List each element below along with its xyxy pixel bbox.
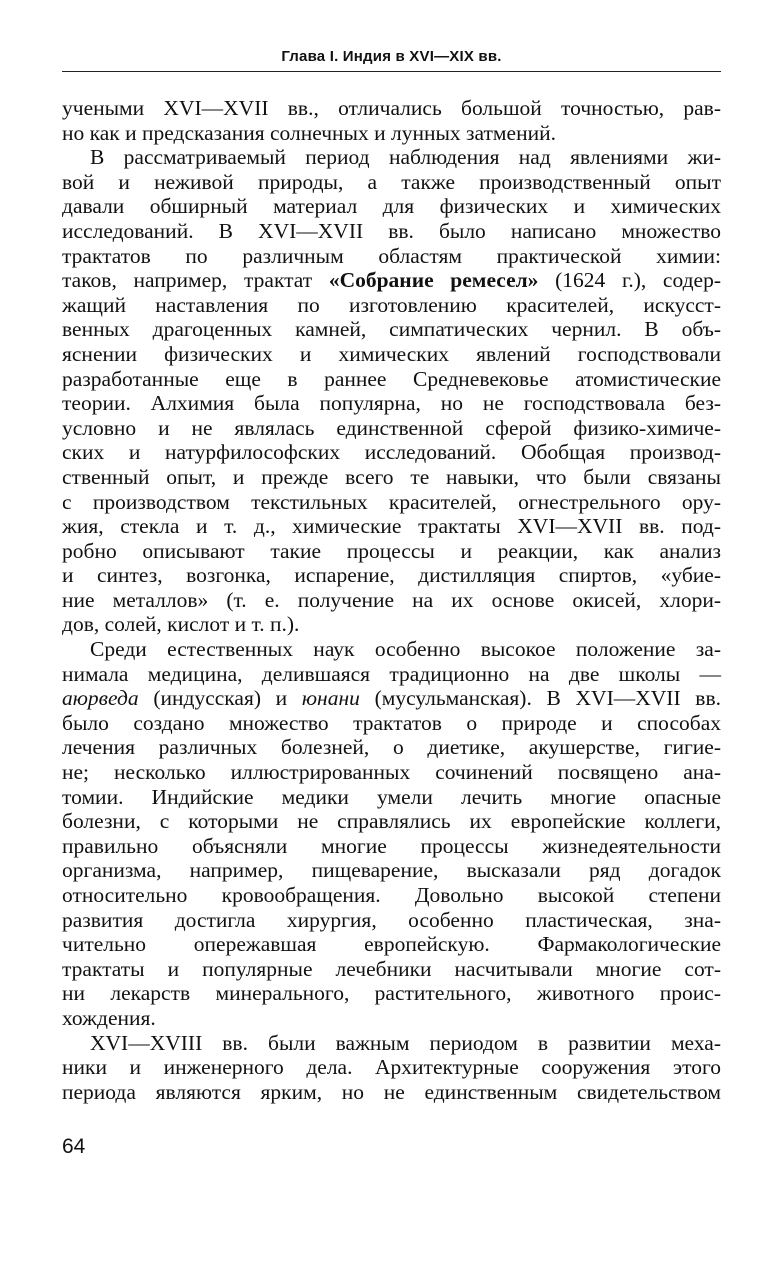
text-line: ственный опыт, и прежде всего те навыки, что были связаны xyxy=(62,464,721,489)
text-line: яснении физических и химических явлений господствовали xyxy=(62,341,721,366)
text-line: с производством текстильных красителей, огнестрельного ору- xyxy=(62,489,721,514)
school-name: аюрведа xyxy=(62,686,139,711)
text-line: было создано множество трактатов о природе и способах xyxy=(62,710,721,735)
text-line: жия, стекла и т. д., химические трактаты XVI—XVII вв. под- xyxy=(62,514,721,539)
running-head: Глава I. Индия в XVI—XIX вв. xyxy=(281,48,502,65)
text-line: правильно объясняли многие процессы жизнедеятельности xyxy=(62,833,721,858)
text-line xyxy=(62,686,721,711)
text-line: давали обширный материал для физических и химических xyxy=(62,194,721,219)
text-line: вой и неживой природы, а также производственный опыт xyxy=(62,169,721,194)
text-line: хождения. xyxy=(62,1005,156,1030)
text-line: дов, солей, кислот и т. п.). xyxy=(62,612,300,637)
text-line: периода являются ярким, но не единственным свидетельством xyxy=(62,1079,721,1104)
text-line: томии. Индийские медики умели лечить многие опасные xyxy=(62,784,721,809)
text-line: и синтез, возгонка, испарение, дистилляция спиртов, «убие- xyxy=(62,563,721,588)
text-line: исследований. В XVI—XVII вв. было написано множество xyxy=(62,218,721,243)
text-fragment: (индусская) и xyxy=(138,686,302,711)
page-number: 64 xyxy=(62,1135,86,1158)
text-line: болезни, с которыми не справлялись их европейские коллеги, xyxy=(62,809,721,834)
text-line: организма, например, пищеварение, высказали ряд догадок xyxy=(62,858,721,883)
text-line: трактатов по различным областям практической химии: xyxy=(62,243,721,268)
text-line: учеными XVI—XVII вв., отличались большой точностью, рав- xyxy=(62,96,721,120)
text-line: робно описывают такие процессы и реакции, как анализ xyxy=(62,538,721,563)
text-line: чительно опережавшая европейскую. Фармакологические xyxy=(62,932,721,957)
text-line: венных драгоценных камней, симпатических чернил. В объ- xyxy=(62,317,721,342)
text-line: разработанные еще в раннее Средневековье атомистические xyxy=(62,366,721,391)
text-line: трактаты и популярные лечебники насчитывали многие сот- xyxy=(62,956,721,981)
treatise-title: «Собрание ремесел» xyxy=(328,268,539,293)
text-fragment: (мусульманская). В XVI—XVII вв. xyxy=(359,686,721,711)
paragraph xyxy=(62,637,721,1031)
paragraph xyxy=(62,1031,721,1105)
text-line: относительно кровообращения. Довольно высокой степени xyxy=(62,883,721,907)
text-line: теории. Алхимия была популярна, но не господствовала без- xyxy=(62,391,721,416)
text-line: лечения различных болезней, о диетике, акушерстве, гигие- xyxy=(62,735,721,760)
text-line: жащий наставления по изготовлению красителей, искусст- xyxy=(62,292,721,317)
school-name: юнани xyxy=(301,686,360,711)
paragraph xyxy=(62,96,721,145)
text-line: но как и предсказания солнечных и лунных затмений. xyxy=(62,120,556,145)
body-text xyxy=(62,96,721,1104)
text-line xyxy=(62,268,721,293)
text-line: XVI—XVIII вв. были важным периодом в развитии меха- xyxy=(90,1030,721,1055)
text-fragment: (1624 г.), содер- xyxy=(538,268,721,293)
header-rule xyxy=(62,71,721,72)
text-line: В рассматриваемый период наблюдения над явлениями жи- xyxy=(90,145,721,170)
text-line: условно и не являлась единственной сферой физико-химиче- xyxy=(62,415,721,440)
text-line: Среди естественных наук особенно высокое положение за- xyxy=(90,637,721,662)
text-line: не; несколько иллюстрированных сочинений посвящено ана- xyxy=(62,760,721,785)
text-line: развития достигла хирургия, особенно пластическая, зна- xyxy=(62,907,721,932)
text-line: ни лекарств минерального, растительного, животного проис- xyxy=(62,981,721,1006)
text-fragment: таков, например, трактат xyxy=(62,268,329,293)
text-line: ние металлов» (т. е. получение на их основе окисей, хлори- xyxy=(62,587,721,612)
text-line: ских и натурфилософских исследований. Обобщая производ- xyxy=(62,440,721,465)
paragraph xyxy=(62,145,721,637)
text-line: ники и инженерного дела. Архитектурные сооружения этого xyxy=(62,1055,721,1080)
text-line: нимала медицина, делившаяся традиционно на две школы — xyxy=(62,661,721,686)
